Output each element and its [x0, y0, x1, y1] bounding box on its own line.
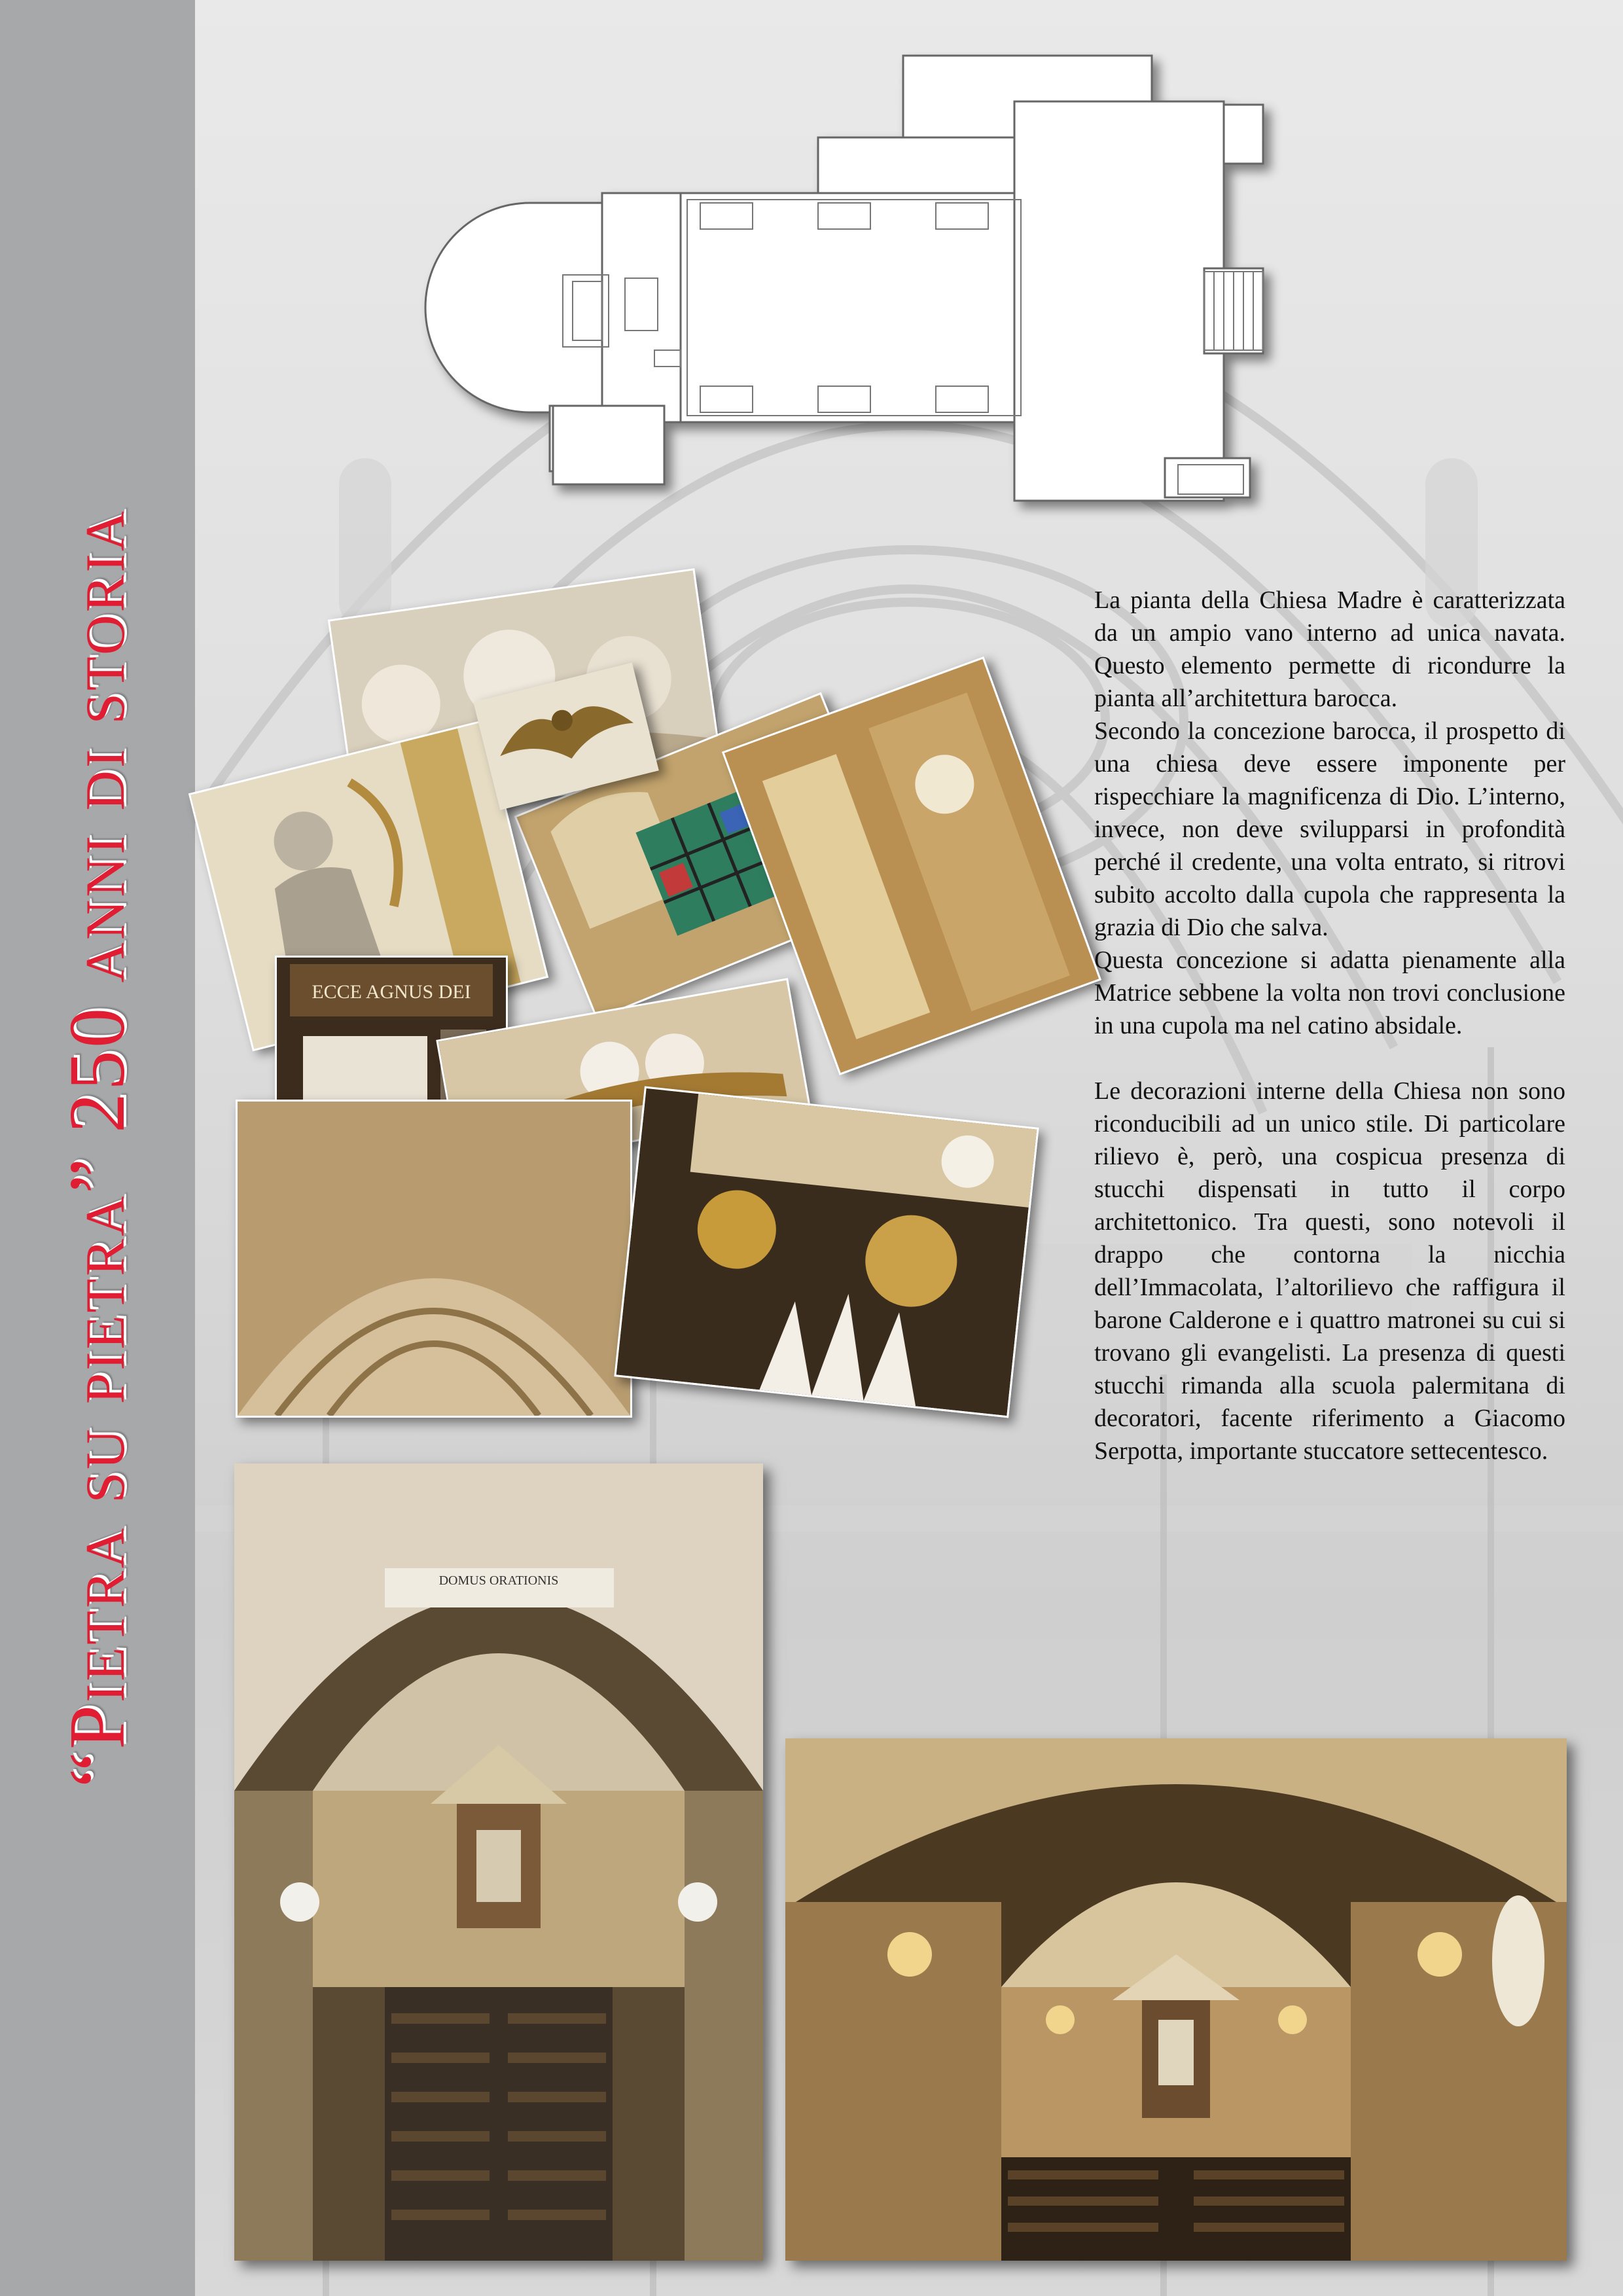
interior-photo-nave-from-above [234, 1463, 763, 2261]
floor-plan [393, 52, 1322, 539]
collage-photo-golden-capital [614, 1086, 1039, 1418]
paragraph-3: Questa concezione si adatta pienamente alla Matrice sebbene la volta non trovi conclusione in una cupola ma nel catino absidale. [1094, 946, 1565, 1039]
article-text [1094, 584, 1565, 1467]
page-title: “Pietra su pietra” 250 anni di storia [53, 508, 141, 1788]
paragraph-1: La pianta della Chiesa Madre è caratterizzata da un ampio vano interno ad unica navata. Questo elemento permette di ricondurre la pianta all’architettura barocca. [1094, 586, 1565, 712]
interior-photo-nave-toward-altar [785, 1738, 1567, 2261]
arch-inscription: DOMUS ORATIONIS [438, 1573, 559, 1588]
paragraph-2: Secondo la concezione barocca, il prospetto di una chiesa deve essere imponente per rispecchiare la magnificenza di Dio. L’interno, invece, non deve svilupparsi in profondità perché il credente, una volta entrato, si ritrovi subito accolto dalla cupola che rappresenta la grazia di Dio che salva. [1094, 717, 1565, 941]
collage-photo-dome [236, 1100, 632, 1418]
paragraph-4: Le decorazioni interne della Chiesa non sono riconducibili ad un unico stile. Di particolare rilievo è, però, una cospicua presenza di stucchi dispensati in tutto il corpo architettonico. Tra questi, sono notevoli il drappo che contorna la nicchia dell’Immacolata, l’altorilievo che raffigura il barone Calderone e i quattro matronei su cui si trovano gli evangelisti. La presenza di questi stucchi rimanda alla scuola palermitana di decoratori, facente riferimento a Giacomo Serpotta, importante stuccatore settecentesco. [1094, 1077, 1565, 1465]
title-banner [0, 0, 195, 2296]
tabernacle-inscription: ECCE AGNUS DEI [312, 981, 471, 1003]
